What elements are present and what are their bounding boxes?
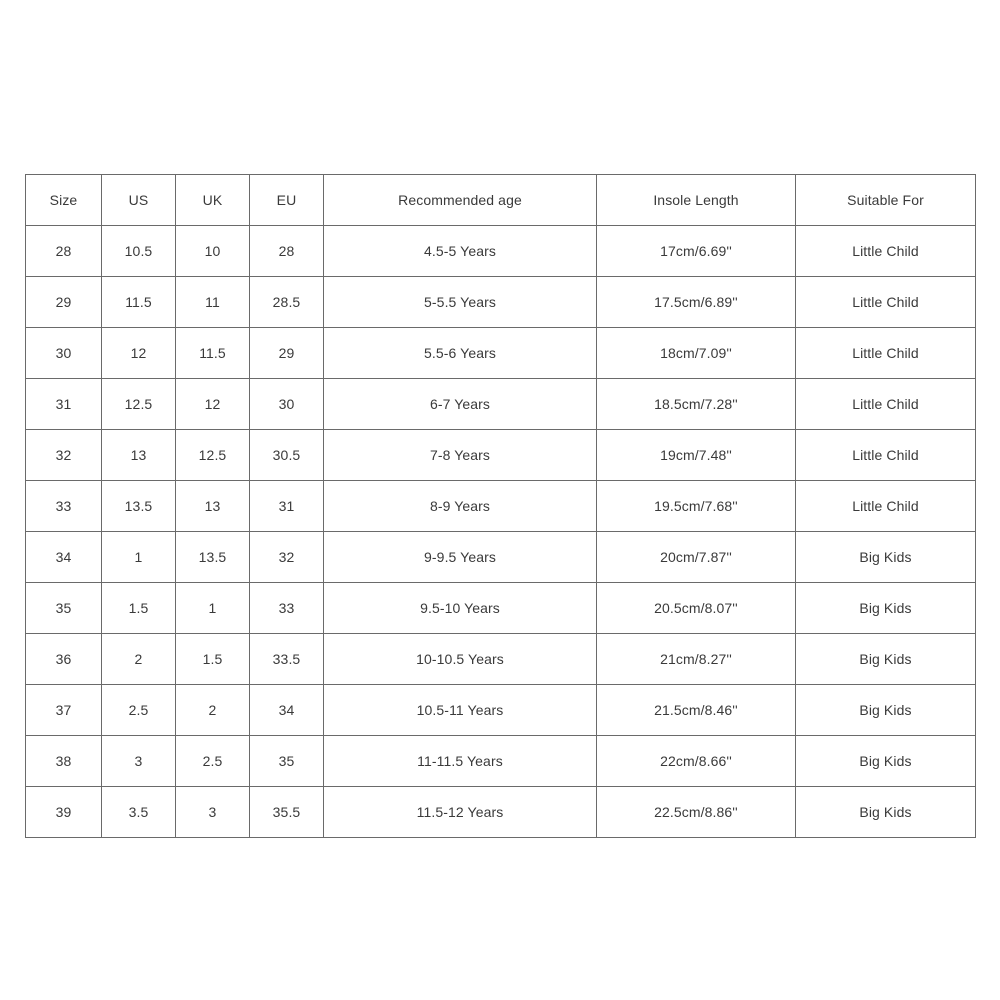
cell-recommended-age: 5.5-6 Years	[324, 328, 597, 379]
cell-us: 10.5	[102, 226, 176, 277]
cell-insole-length: 19cm/7.48''	[597, 430, 796, 481]
cell-suitable-for: Little Child	[796, 379, 976, 430]
cell-uk: 11.5	[176, 328, 250, 379]
cell-size: 36	[26, 634, 102, 685]
header-recommended-age: Recommended age	[324, 175, 597, 226]
cell-size: 31	[26, 379, 102, 430]
cell-recommended-age: 8-9 Years	[324, 481, 597, 532]
cell-us: 3	[102, 736, 176, 787]
cell-uk: 2	[176, 685, 250, 736]
cell-eu: 34	[250, 685, 324, 736]
header-eu: EU	[250, 175, 324, 226]
table-row	[26, 787, 976, 838]
cell-size: 37	[26, 685, 102, 736]
cell-us: 13.5	[102, 481, 176, 532]
cell-suitable-for: Little Child	[796, 277, 976, 328]
cell-recommended-age: 9-9.5 Years	[324, 532, 597, 583]
cell-recommended-age: 4.5-5 Years	[324, 226, 597, 277]
cell-insole-length: 17cm/6.69''	[597, 226, 796, 277]
cell-us: 2.5	[102, 685, 176, 736]
cell-insole-length: 21.5cm/8.46''	[597, 685, 796, 736]
cell-suitable-for: Little Child	[796, 481, 976, 532]
cell-eu: 33.5	[250, 634, 324, 685]
table-row	[26, 685, 976, 736]
cell-eu: 33	[250, 583, 324, 634]
cell-eu: 28.5	[250, 277, 324, 328]
cell-insole-length: 18cm/7.09''	[597, 328, 796, 379]
cell-size: 30	[26, 328, 102, 379]
header-uk: UK	[176, 175, 250, 226]
cell-us: 2	[102, 634, 176, 685]
cell-uk: 3	[176, 787, 250, 838]
cell-uk: 11	[176, 277, 250, 328]
header-suitable-for: Suitable For	[796, 175, 976, 226]
cell-eu: 35	[250, 736, 324, 787]
cell-eu: 30.5	[250, 430, 324, 481]
cell-insole-length: 21cm/8.27''	[597, 634, 796, 685]
cell-uk: 1.5	[176, 634, 250, 685]
cell-suitable-for: Big Kids	[796, 532, 976, 583]
cell-us: 12	[102, 328, 176, 379]
cell-suitable-for: Little Child	[796, 226, 976, 277]
cell-us: 11.5	[102, 277, 176, 328]
cell-uk: 1	[176, 583, 250, 634]
cell-suitable-for: Big Kids	[796, 736, 976, 787]
header-insole-length: Insole Length	[597, 175, 796, 226]
cell-recommended-age: 10.5-11 Years	[324, 685, 597, 736]
cell-size: 32	[26, 430, 102, 481]
header-size: Size	[26, 175, 102, 226]
cell-recommended-age: 7-8 Years	[324, 430, 597, 481]
cell-eu: 35.5	[250, 787, 324, 838]
cell-size: 29	[26, 277, 102, 328]
cell-us: 12.5	[102, 379, 176, 430]
table-row	[26, 532, 976, 583]
cell-recommended-age: 10-10.5 Years	[324, 634, 597, 685]
cell-eu: 29	[250, 328, 324, 379]
cell-us: 13	[102, 430, 176, 481]
cell-size: 35	[26, 583, 102, 634]
cell-insole-length: 22cm/8.66''	[597, 736, 796, 787]
cell-insole-length: 17.5cm/6.89''	[597, 277, 796, 328]
cell-us: 1.5	[102, 583, 176, 634]
table-body	[26, 226, 976, 838]
cell-uk: 12.5	[176, 430, 250, 481]
cell-size: 33	[26, 481, 102, 532]
cell-eu: 31	[250, 481, 324, 532]
cell-recommended-age: 11-11.5 Years	[324, 736, 597, 787]
cell-insole-length: 20cm/7.87''	[597, 532, 796, 583]
cell-insole-length: 19.5cm/7.68''	[597, 481, 796, 532]
cell-eu: 28	[250, 226, 324, 277]
table-row	[26, 583, 976, 634]
table-row	[26, 277, 976, 328]
cell-recommended-age: 9.5-10 Years	[324, 583, 597, 634]
cell-size: 34	[26, 532, 102, 583]
cell-uk: 13.5	[176, 532, 250, 583]
size-chart-table	[25, 174, 976, 838]
cell-size: 28	[26, 226, 102, 277]
cell-recommended-age: 5-5.5 Years	[324, 277, 597, 328]
cell-insole-length: 20.5cm/8.07''	[597, 583, 796, 634]
table-row	[26, 379, 976, 430]
cell-eu: 30	[250, 379, 324, 430]
cell-suitable-for: Big Kids	[796, 583, 976, 634]
cell-insole-length: 18.5cm/7.28''	[597, 379, 796, 430]
table-row	[26, 328, 976, 379]
cell-size: 38	[26, 736, 102, 787]
cell-suitable-for: Big Kids	[796, 685, 976, 736]
table-row	[26, 430, 976, 481]
cell-suitable-for: Big Kids	[796, 787, 976, 838]
header-us: US	[102, 175, 176, 226]
cell-suitable-for: Little Child	[796, 328, 976, 379]
table-row	[26, 736, 976, 787]
cell-suitable-for: Little Child	[796, 430, 976, 481]
cell-recommended-age: 11.5-12 Years	[324, 787, 597, 838]
cell-uk: 12	[176, 379, 250, 430]
cell-insole-length: 22.5cm/8.86''	[597, 787, 796, 838]
table-row	[26, 634, 976, 685]
cell-suitable-for: Big Kids	[796, 634, 976, 685]
cell-size: 39	[26, 787, 102, 838]
cell-eu: 32	[250, 532, 324, 583]
cell-uk: 2.5	[176, 736, 250, 787]
table-row	[26, 226, 976, 277]
cell-uk: 10	[176, 226, 250, 277]
cell-us: 3.5	[102, 787, 176, 838]
cell-us: 1	[102, 532, 176, 583]
cell-recommended-age: 6-7 Years	[324, 379, 597, 430]
table-row	[26, 481, 976, 532]
cell-uk: 13	[176, 481, 250, 532]
header-row	[26, 175, 976, 226]
